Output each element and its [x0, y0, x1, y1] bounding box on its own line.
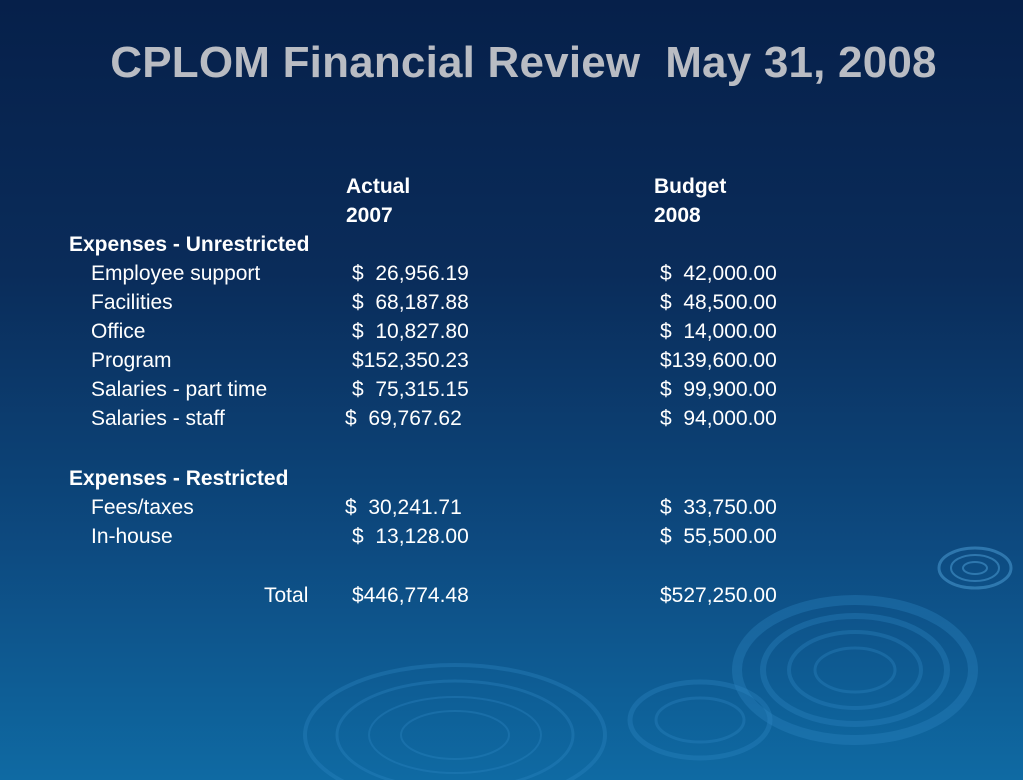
row-label: Program	[91, 349, 172, 372]
budget-value: $ 94,000.00	[660, 407, 777, 430]
budget-value: $ 14,000.00	[660, 320, 777, 343]
total-actual: $446,774.48	[352, 584, 469, 607]
budget-value: $ 48,500.00	[660, 291, 777, 314]
section-heading-restricted: Expenses - Restricted	[69, 467, 289, 490]
column-header-budget: Budget	[654, 175, 727, 198]
column-year-actual: 2007	[346, 204, 393, 227]
budget-value: $ 42,000.00	[660, 262, 777, 285]
budget-value: $139,600.00	[660, 349, 777, 372]
row-label: Salaries - staff	[91, 407, 225, 430]
column-header-actual: Actual	[346, 175, 411, 198]
row-label: Fees/taxes	[91, 496, 194, 519]
actual-value: $ 30,241.71	[345, 496, 462, 519]
total-label: Total	[264, 584, 309, 607]
row-label: Facilities	[91, 291, 173, 314]
column-year-budget: 2008	[654, 204, 701, 227]
row-label: Salaries - part time	[91, 378, 268, 401]
actual-value: $152,350.23	[352, 349, 469, 372]
budget-value: $ 99,900.00	[660, 378, 777, 401]
row-label: Employee support	[91, 262, 261, 285]
actual-value: $ 26,956.19	[352, 262, 469, 285]
budget-value: $ 33,750.00	[660, 496, 777, 519]
actual-value: $ 69,767.62	[345, 407, 462, 430]
row-label: Office	[91, 320, 146, 343]
total-budget: $527,250.00	[660, 584, 777, 607]
slide-title: CPLOM Financial Review May 31, 2008	[110, 38, 937, 87]
actual-value: $ 75,315.15	[352, 378, 469, 401]
section-heading-unrestricted: Expenses - Unrestricted	[69, 233, 310, 256]
actual-value: $ 10,827.80	[352, 320, 469, 343]
actual-value: $ 68,187.88	[352, 291, 469, 314]
row-label: In-house	[91, 525, 173, 548]
budget-value: $ 55,500.00	[660, 525, 777, 548]
actual-value: $ 13,128.00	[352, 525, 469, 548]
